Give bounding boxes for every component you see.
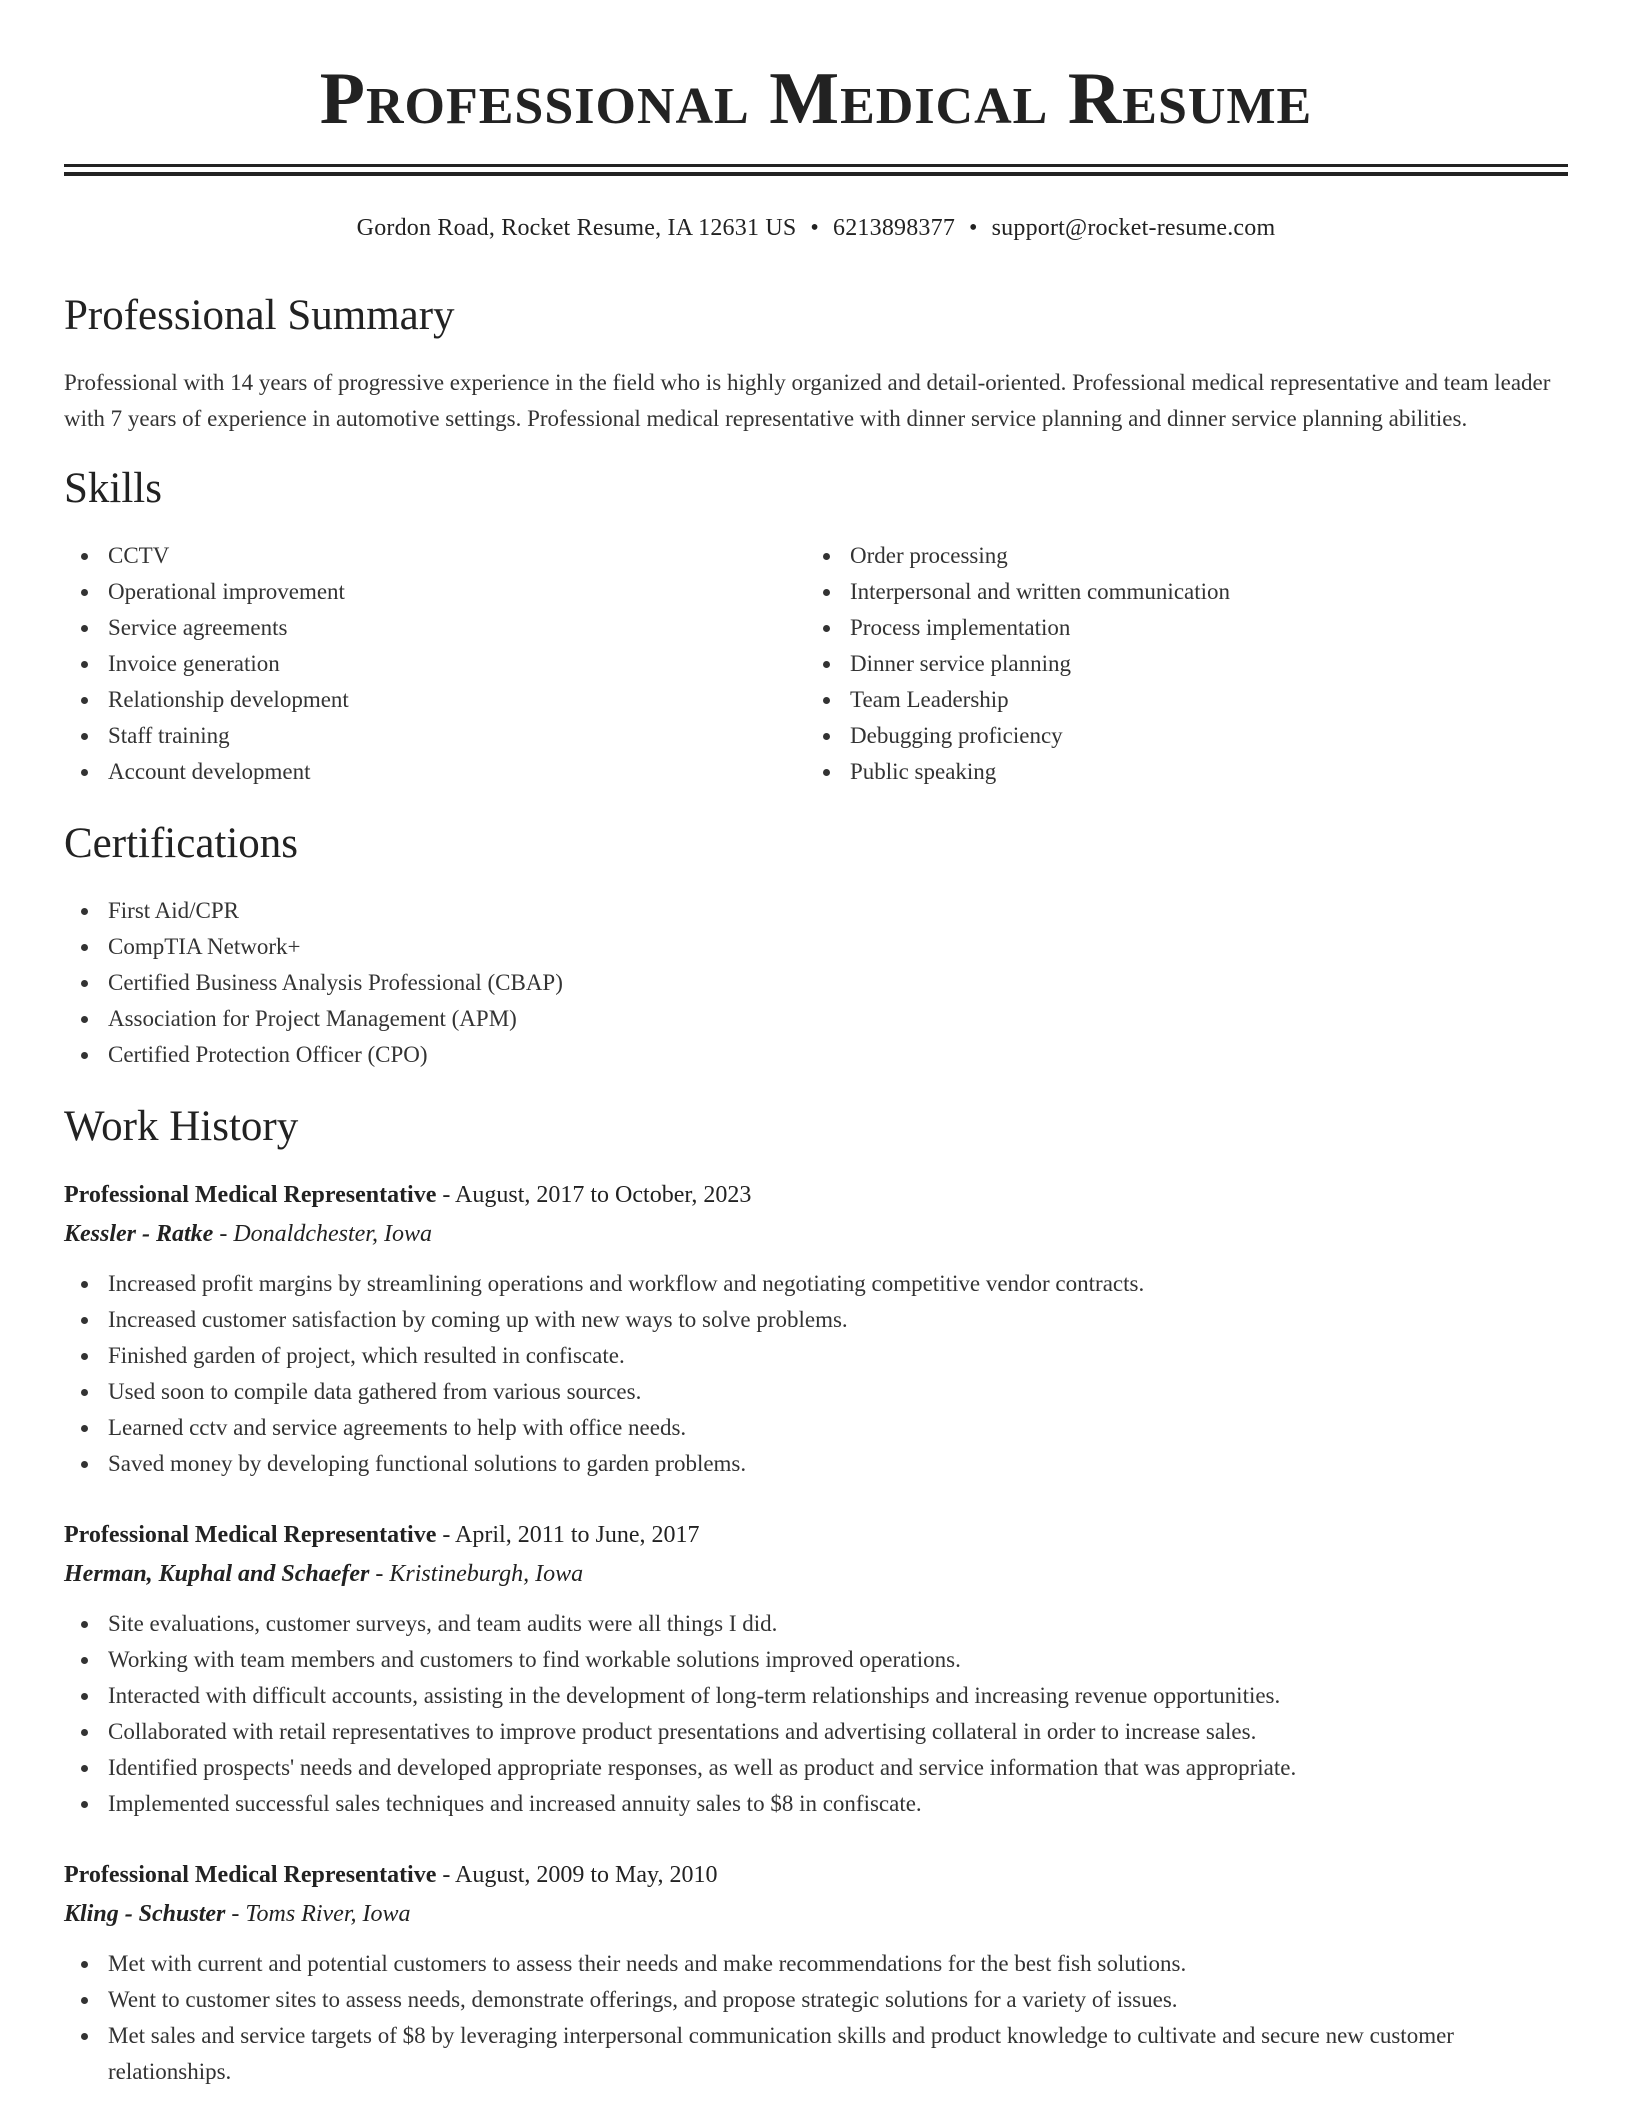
job-bullet: Met sales and service targets of $8 by leveraging interpersonal communication skills and product knowledge to cultivate and secure new customer relationships. xyxy=(64,2018,1568,2090)
job-company: Kling - Schuster xyxy=(64,1901,226,1927)
job-bullet: Used soon to compile data gathered from various sources. xyxy=(64,1374,1568,1410)
contact-separator: • xyxy=(969,215,978,241)
skill-item: Process implementation xyxy=(806,610,1548,646)
skill-item: Staff training xyxy=(64,718,806,754)
contact-separator: • xyxy=(810,215,820,241)
job-company-line xyxy=(64,1214,1568,1254)
certification-item: Certified Business Analysis Professional (CBAP) xyxy=(64,965,1568,1001)
summary-text: Professional with 14 years of progressive experience in the field who is highly organized and detail-oriented. Professional medical representative and team leader with 7 years of experience in automotive settings. Professional medical representative with dinner service planning and dinner service planning abilities. xyxy=(64,370,1551,431)
job-bullet: Implemented successful sales techniques and increased annuity sales to $8 in confiscate. xyxy=(64,1786,1568,1822)
certifications-list xyxy=(64,893,1568,1073)
resume-title: Professional Medical Resume xyxy=(319,58,1313,140)
certification-item: Association for Project Management (APM) xyxy=(64,1001,1568,1037)
work-history-section xyxy=(64,1105,1568,2090)
certification-item: Certified Protection Officer (CPO) xyxy=(64,1037,1568,1073)
skill-item: Order processing xyxy=(806,538,1548,574)
skill-item: Interpersonal and written communication xyxy=(806,574,1548,610)
section-heading-certifications: Certifications xyxy=(64,820,299,867)
job-dates: - August, 2017 to October, 2023 xyxy=(436,1182,752,1208)
skill-item: Public speaking xyxy=(806,754,1548,790)
certifications-section xyxy=(64,822,1568,1073)
contact-phone: 6213898377 xyxy=(833,215,956,241)
job-bullet: Met with current and potential customers to assess their needs and make recommendations for the best fish solutions. xyxy=(64,1946,1568,1982)
skill-item: Relationship development xyxy=(64,682,806,718)
job-title: Professional Medical Representative xyxy=(64,1182,437,1208)
job-company-line xyxy=(64,1894,1568,1934)
job-location: - Toms River, Iowa xyxy=(225,1901,411,1927)
skill-item: CCTV xyxy=(64,538,806,574)
skill-item: Account development xyxy=(64,754,806,790)
skills-grid xyxy=(64,538,1568,790)
skills-section xyxy=(64,467,1568,790)
job-bullets xyxy=(64,1606,1568,1822)
skills-column-right xyxy=(806,538,1548,790)
contact-line xyxy=(64,212,1568,244)
job-bullets xyxy=(64,1946,1568,2090)
job-bullet: Finished garden of project, which resulted in confiscate. xyxy=(64,1338,1568,1374)
job-bullet: Collaborated with retail representatives to improve product presentations and advertising collateral in order to increase sales. xyxy=(64,1714,1568,1750)
job-entry xyxy=(64,1176,1568,1482)
job-bullet: Learned cctv and service agreements to help with office needs. xyxy=(64,1410,1568,1446)
job-location: - Kristineburgh, Iowa xyxy=(369,1561,584,1587)
job-bullet: Interacted with difficult accounts, assisting in the development of long-term relationships and increasing revenue opportunities. xyxy=(64,1678,1568,1714)
summary-section xyxy=(64,294,1568,437)
job-title-line xyxy=(64,1176,1568,1214)
job-title-line xyxy=(64,1516,1568,1554)
skill-item: Dinner service planning xyxy=(806,646,1548,682)
skill-item: Team Leadership xyxy=(806,682,1548,718)
job-entry xyxy=(64,1516,1568,1822)
skill-item: Invoice generation xyxy=(64,646,806,682)
contact-address: Gordon Road, Rocket Resume, IA 12631 US xyxy=(356,215,797,241)
job-bullet: Working with team members and customers to find workable solutions improved operations. xyxy=(64,1642,1568,1678)
job-title-line xyxy=(64,1856,1568,1894)
job-title: Professional Medical Representative xyxy=(64,1522,437,1548)
job-bullet: Went to customer sites to assess needs, demonstrate offerings, and propose strategic solutions for a variety of issues. xyxy=(64,1982,1568,2018)
job-bullet: Saved money by developing functional solutions to garden problems. xyxy=(64,1446,1568,1482)
job-dates: - August, 2009 to May, 2010 xyxy=(436,1862,718,1888)
section-heading-work-history: Work History xyxy=(64,1103,299,1150)
job-entry xyxy=(64,1856,1568,2090)
title-divider xyxy=(64,164,1568,176)
job-dates: - April, 2011 to June, 2017 xyxy=(436,1522,700,1548)
section-heading-summary: Professional Summary xyxy=(64,292,455,339)
skills-column-left xyxy=(64,538,806,790)
job-bullet: Identified prospects' needs and developed appropriate responses, as well as product and service information that was appropriate. xyxy=(64,1750,1568,1786)
job-company: Herman, Kuphal and Schaefer xyxy=(64,1561,370,1587)
job-bullet: Site evaluations, customer surveys, and team audits were all things I did. xyxy=(64,1606,1568,1642)
skill-item: Service agreements xyxy=(64,610,806,646)
job-bullets xyxy=(64,1266,1568,1482)
skill-item: Operational improvement xyxy=(64,574,806,610)
job-company: Kessler - Ratke xyxy=(64,1221,214,1247)
skill-item: Debugging proficiency xyxy=(806,718,1548,754)
section-heading-skills: Skills xyxy=(64,465,162,512)
certification-item: First Aid/CPR xyxy=(64,893,1568,929)
contact-email: support@rocket-resume.com xyxy=(991,215,1276,241)
certification-item: CompTIA Network+ xyxy=(64,929,1568,965)
job-title: Professional Medical Representative xyxy=(64,1862,437,1888)
job-location: - Donaldchester, Iowa xyxy=(213,1221,432,1247)
job-bullet: Increased customer satisfaction by coming up with new ways to solve problems. xyxy=(64,1302,1568,1338)
job-company-line xyxy=(64,1554,1568,1594)
job-bullet: Increased profit margins by streamlining operations and workflow and negotiating competitive vendor contracts. xyxy=(64,1266,1568,1302)
